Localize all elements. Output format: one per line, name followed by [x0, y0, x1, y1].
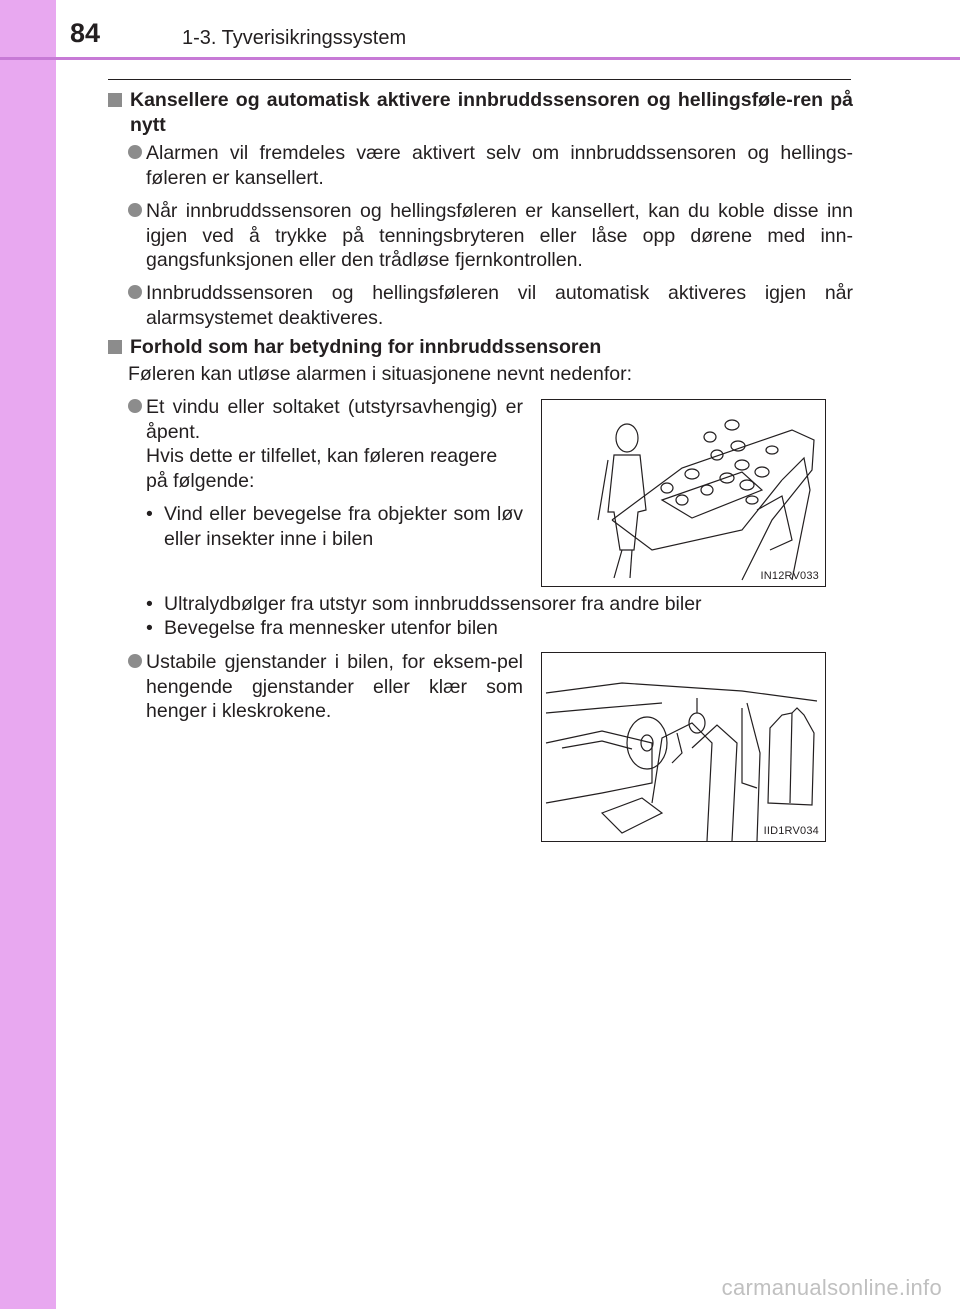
- page-header: [0, 0, 960, 58]
- bullet-text: Et vindu eller soltaket (utstyrsavhengig) er åpent.: [146, 396, 523, 443]
- bullet-text-continued: Hvis dette er tilfellet, kan føleren reagere på følgende:: [146, 445, 498, 492]
- figure-label: IN12RV033: [760, 570, 819, 582]
- page-number: 84: [70, 18, 101, 48]
- sub-item-text: Vind eller bevegelse fra objekter som løv eller insekter inne i bilen: [164, 503, 523, 550]
- sub-item-text: Bevegelse fra mennesker utenfor bilen: [164, 617, 498, 639]
- dash-bullet-icon: •: [146, 503, 153, 525]
- watermark: carmanualsonline.info: [721, 1275, 942, 1300]
- bullet-text: Når innbruddssensoren og hellingsføleren er kansellert, kan du koble disse inn igjen ved å trykke på tenningsbryteren eller låse opp dørene med inn-gangsfunksjonen eller den trådløse fjernkontrollen.: [146, 200, 853, 271]
- bullet-text: Alarmen vil fremdeles være aktivert selv om innbruddssensoren og hellings-føleren er kansellert.: [146, 142, 853, 189]
- figure-sunroof-leaves: [541, 399, 826, 587]
- round-bullet-icon: [128, 145, 142, 159]
- header-rule: [0, 57, 960, 60]
- figure-car-interior: [541, 652, 826, 842]
- heading-text: Forhold som har betydning for innbruddssensoren: [130, 336, 602, 358]
- leaves-through-sunroof-illustration: [542, 400, 825, 586]
- heading-text: Kansellere og automatisk aktivere innbruddssensoren og hellingsføle-ren på nytt: [130, 89, 853, 136]
- sub-item-text: Ultralydbølger fra utstyr som innbruddssensorer fra andre biler: [164, 593, 702, 615]
- section-title: 1-3. Tyverisikringssystem: [182, 27, 407, 49]
- car-interior-hanging-objects-illustration: [542, 653, 825, 841]
- figure-label: IID1RV034: [763, 825, 819, 837]
- content-rule: [108, 79, 851, 80]
- round-bullet-icon: [128, 203, 142, 217]
- section-intro: Føleren kan utløse alarmen i situasjonene nevnt nedenfor:: [128, 363, 633, 385]
- bullet-text: Innbruddssensoren og hellingsføleren vil automatisk aktiveres igjen når alarmsystemet deaktiveres.: [146, 282, 853, 329]
- chapter-side-bar: [0, 0, 56, 1309]
- round-bullet-icon: [128, 285, 142, 299]
- round-bullet-icon: [128, 654, 142, 668]
- dash-bullet-icon: •: [146, 593, 153, 615]
- square-bullet-icon: [108, 340, 122, 354]
- header-pink-cap: [0, 0, 56, 58]
- round-bullet-icon: [128, 399, 142, 413]
- bullet-text: Ustabile gjenstander i bilen, for eksem-pel hengende gjenstander eller klær som henger i kleskrokene.: [146, 651, 523, 722]
- dash-bullet-icon: •: [146, 617, 153, 639]
- square-bullet-icon: [108, 93, 122, 107]
